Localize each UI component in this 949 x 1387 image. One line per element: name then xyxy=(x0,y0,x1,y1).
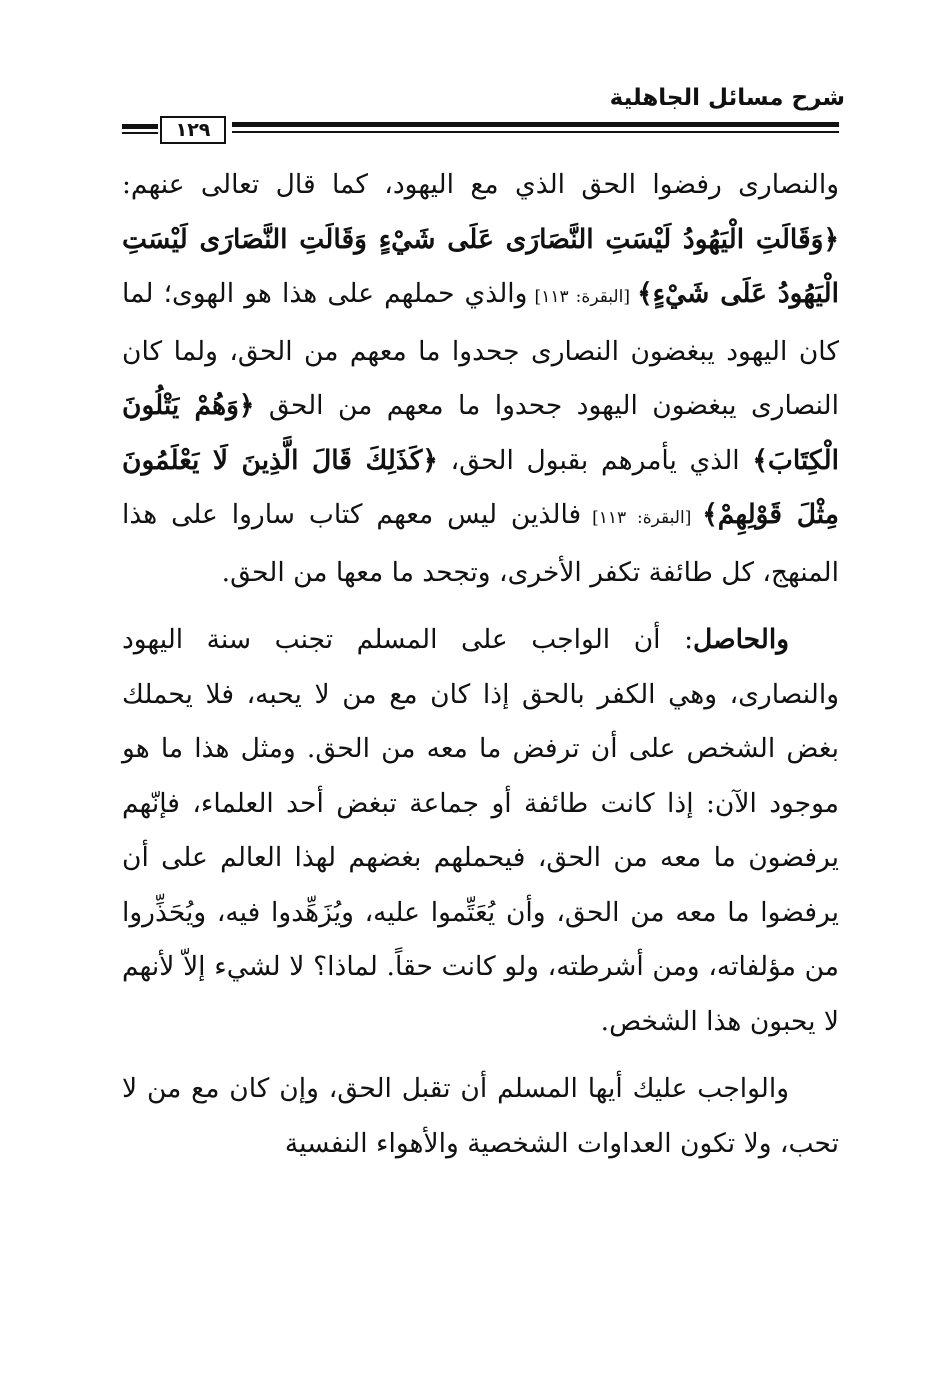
verse-reference-1: [البقرة: ١١٣] xyxy=(527,287,638,307)
paragraph-3-text: والواجب عليك أيها المسلم أن تقبل الحق، وإن كان مع من لا تحب، ولا تكون العداوات الشخصية والأهواء النفسية xyxy=(122,1073,839,1159)
p1-text-2: والذي حملهم على هذا هو الهوى؛ لما كان اليهود يبغضون النصارى جحدوا ما معهم من الحق، ولما كان النصارى يبغضون اليهود جحدوا ما معهم من الحق xyxy=(122,278,839,421)
header-rule xyxy=(232,122,839,127)
paragraph-2-text: : أن الواجب على المسلم تجنب سنة اليهود والنصارى، وهي الكفر بالحق إذا كان مع من لا يحبه، فلا يحملك بغض الشخص على أن ترفض ما معه من الحق. ومثل هذا ما هو موجود الآن: إذا كانت طائفة أو جماعة تبغض أحد العلماء، فإنّهم يرفضون ما معه من الحق، فيحملهم بغضهم لهذا العالم على أن يرفضوا ما معه من الحق، وأن يُعَتِّموا عليه، ويُزَهِّدوا فيه، ويُحَذِّروا من مؤلفاته، ومن أشرطته، ولو كانت حقاً. لماذا؟ لا لشيء إلاّ لأنهم لا يحبون هذا الشخص. xyxy=(122,624,839,1037)
quran-verse-2: ﴿وَهُمْ يَتْلُونَ الْكِتَابَ﴾ xyxy=(122,390,839,476)
paragraph-3 xyxy=(122,1062,839,1171)
p1-text-3: الذي يأمرهم بقبول الحق، xyxy=(437,444,753,476)
page-number-box: ١٢٩ xyxy=(160,116,226,144)
quran-verse-1: ﴿وَقَالَتِ الْيَهُودُ لَيْسَتِ النَّصَارَى عَلَى شَيْءٍ وَقَالَتِ النَّصَارَى لَيْسَتِ الْيَهُودُ عَلَى شَيْءٍ﴾ xyxy=(122,223,839,309)
quran-verse-3: ﴿كَذَلِكَ قَالَ الَّذِينَ لَا يَعْلَمُونَ مِثْلَ قَوْلِهِمْ﴾ xyxy=(122,444,840,530)
paragraph-2-lead-word: والحاصل xyxy=(693,624,789,655)
p1-text-4: فالذين ليس معهم كتاب ساروا على هذا المنهج، كل طائفة تكفر الأخرى، وتجحد ما معها من الحق. xyxy=(122,499,839,588)
running-header-title: شرح مسائل الجاهلية xyxy=(609,85,845,111)
verse-reference-2: [البقرة: ١١٣] xyxy=(581,508,703,528)
left-rule-thin xyxy=(122,132,158,134)
paragraph-2 xyxy=(122,613,839,1049)
main-text xyxy=(122,158,839,1171)
header-rule-thin xyxy=(232,131,839,133)
p1-text-1: والنصارى رفضوا الحق الذي مع اليهود، كما قال تعالى عنهم: xyxy=(122,169,839,200)
paragraph-1 xyxy=(122,158,839,600)
left-rule xyxy=(122,124,158,129)
